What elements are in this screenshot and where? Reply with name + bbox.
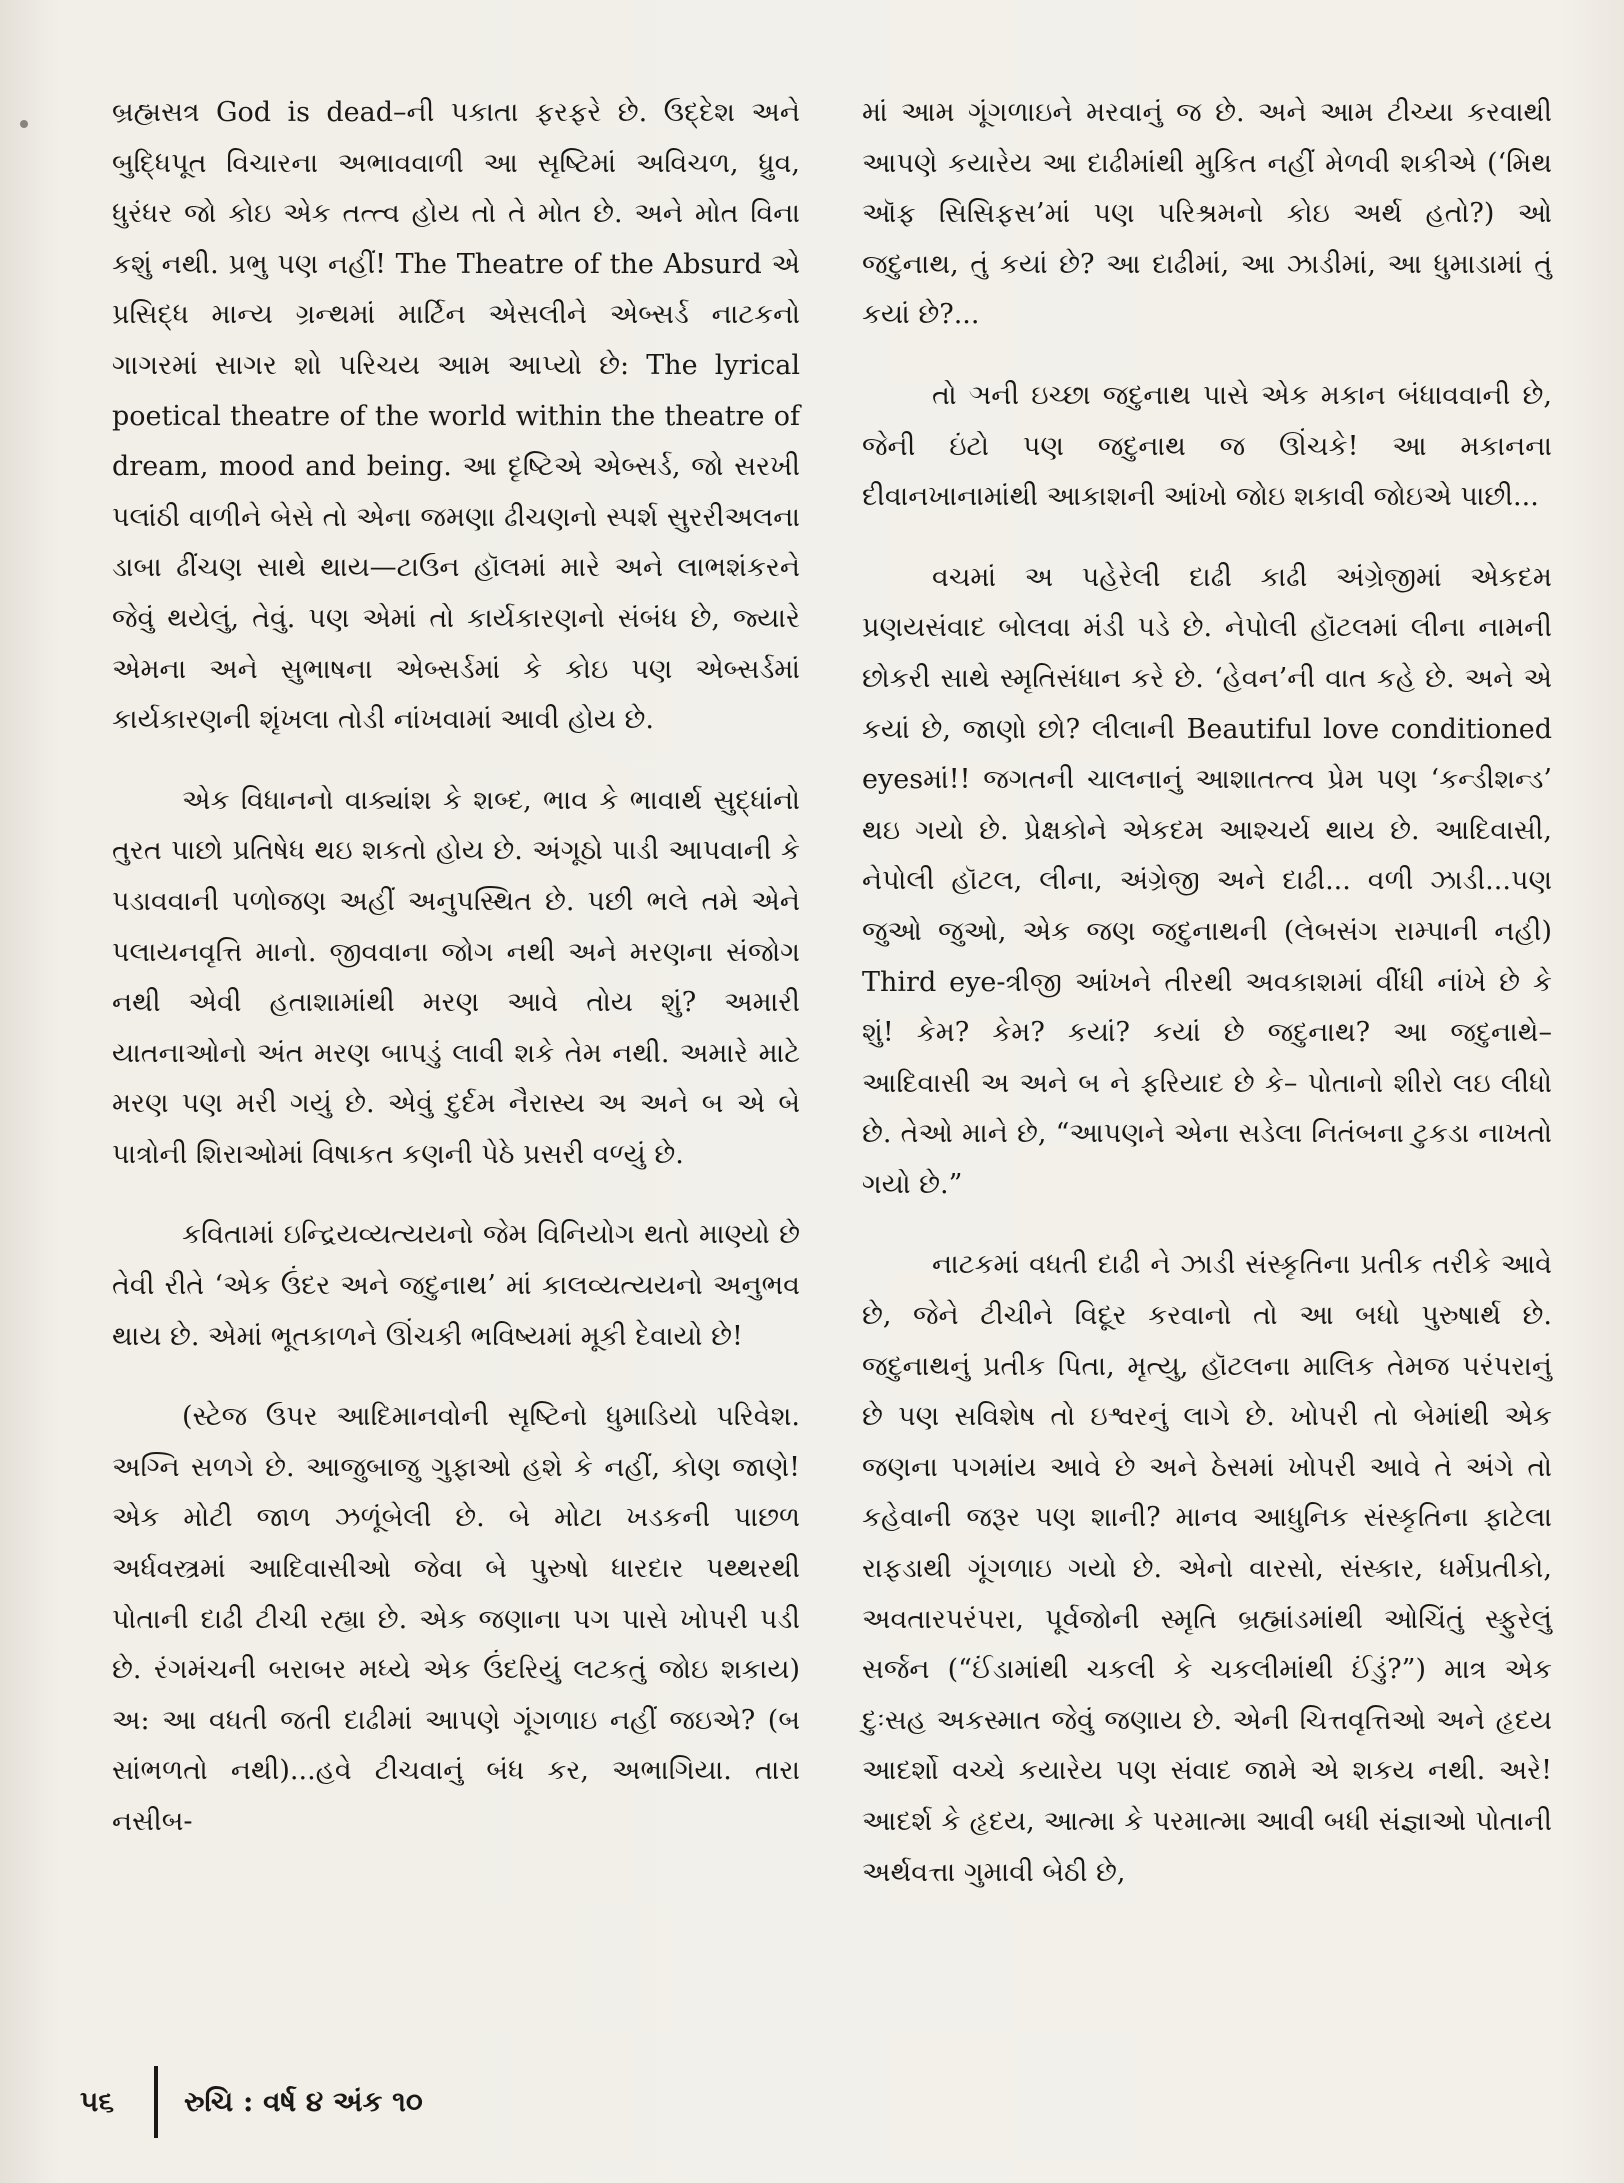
paragraph: એક વિધાનનો વાક્યાંશ કે શબ્દ, ભાવ કે ભાવાર્થ સુદ્ધાંનો તુરત પાછો પ્રતિષેધ થઇ શકતો હોય છે. અંગૂઠો પાડી આપવાની કે પડાવવાની પળોજણ અહીં અનુપસ્થિત છે. પછી ભલે તમે એને પલાયનવૃત્તિ માનો. જીવવાના જોગ નથી અને મરણના સંજોગ નથી એવી હતાશામાંથી મરણ આવે તોય શું? અમારી યાતનાઓનો અંત મરણ બાપડું લાવી શકે તેમ નથી. અમારે માટે મરણ પણ મરી ગયું છે. એવું દુર્દમ નૈરાસ્ય અ અને બ એ બે પાત્રોની શિરાઓમાં વિષાકત કણની પેઠે પ્રસરી વળ્યું છે. (112, 784, 800, 1170)
footer-divider (154, 2066, 158, 2138)
paragraph: કવિતામાં ઇન્દ્રિયવ્યત્યયનો જેમ વિનિયોગ થતો માણ્યો છે તેવી રીતે ‘એક ઉંદર અને જદુનાથ’ માં કાલવ્યત્યયનો અનુભવ થાય છે. એમાં ભૂતકાળને ઊંચકી ભવિષ્યમાં મૂકી દેવાયો છે! (112, 1219, 800, 1352)
paragraph: તો ઞની ઇચ્છા જદુનાથ પાસે એક મકાન બંધાવવાની છે, જેની ઇંટો પણ જદુનાથ જ ઊંચકે! આ મકાનના દીવાનખાનામાંથી આકાશની આંખો જોઇ શકાવી જોઇએ પાછી... (862, 379, 1552, 513)
paragraph: માં આમ ગૂંગળાઇને મરવાનું જ છે. અને આમ ટીચ્યા કરવાથી આપણે કયારેય આ દાઢીમાંથી મુકિત નહીં મેળવી શકીએ (‘મિથ ઑફ સિસિફસ’માં પણ પરિશ્રમનો કોઇ અર્થ હતો?) ઓ જદુનાથ, તું કયાં છે? આ દાઢીમાં, આ ઝાડીમાં, આ ધુમાડામાં તું કયાં છે?... (862, 97, 1552, 331)
stage-direction-paragraph: (સ્ટેજ ઉપર આદિમાનવોની સૃષ્ટિનો ધુમાડિયો પરિવેશ. અગ્નિ સળગે છે. આજુબાજુ ગુફાઓ હશે કે નહીં, કોણ જાણે! એક મોટી જાળ ઝળૂંબેલી છે. બે મોટા ખડકની પાછળ અર્ધવસ્ત્રમાં આદિવાસીઓ જેવા બે પુરુષો ધારદાર પથ્થરથી પોતાની દાઢી ટીચી રહ્યા છે. એક જણાના પગ પાસે ખોપરી પડી છે. રંગમંચની બરાબર મધ્યે એક ઉંદરિયું લટકતું જોઇ શકાય) અ: આ વધતી જતી દાઢીમાં આપણે ગૂંગળાઇ નહીં જઇએ? (બ સાંભળતો નથી)...હવે ટીચવાનું બંધ કર, અભાગિયા. તારા નસીબ- (112, 1401, 800, 1837)
left-column (112, 88, 800, 1848)
publication-info: રુચિ : વર્ષ ૪ અંક ૧૦ (184, 2085, 423, 2118)
paragraph: નાટકમાં વધતી દાઢી ને ઝાડી સંસ્કૃતિના પ્રતીક તરીકે આવે છે, જેને ટીચીને વિદૂર કરવાનો તો આ બધો પુરુષાર્થ છે. જદુનાથનું પ્રતીક પિતા, મૃત્યુ, હૉટલના માલિક તેમજ પરંપરાનું છે પણ સવિશેષ તો ઇશ્વરનું લાગે છે. ખોપરી તો બેમાંથી એક જણના પગમાંય આવે છે અને ઠેસમાં ખોપરી આવે તે અંગે તો કહેવાની જરૂર પણ શાની? માનવ આધુનિક સંસ્કૃતિના ફાટેલા રાફડાથી ગૂંગળાઇ ગયો છે. એનો વારસો, સંસ્કાર, ધર્મપ્રતીકો, અવતારપરંપરા, પૂર્વજોની સ્મૃતિ બ્રહ્માંડમાંથી ઓચિંતું સ્ફુરેલું સર્જન (“ઈંડામાંથી ચકલી કે ચકલીમાંથી ઈંડું?”) માત્ર એક દુઃસહ અકસ્માત જેવું જણાય છે. એની ચિત્તવૃત્તિઓ અને હૃદય આદર્શો વચ્ચે કયારેય પણ સંવાદ જામે એ શકય નથી. અરે! આદર્શ કે હૃદય, આત્મા કે પરમાત્મા આવી બધી સંજ્ઞાઓ પોતાની અર્થવત્તા ગુમાવી બેઠી છે, (862, 1249, 1552, 1888)
page-footer (80, 2072, 423, 2132)
right-column (862, 88, 1552, 1898)
page-number: ૫૬ (80, 2085, 115, 2118)
paragraph: બ્રહ્મસત્ર God is dead–ની પકાતા ફરફરે છે. ઉદ્દેશ અને બુદ્ધિપૂત વિચારના અભાવવાળી આ સૃષ્ટિમાં અવિચળ, ધ્રુવ, ધુરંધર જો કોઇ એક તત્ત્વ હોય તો તે મોત છે. અને મોત વિના કશું નથી. પ્રભુ પણ નહીં! The Theatre of the Absurd એ પ્રસિદ્ધ માન્ય ગ્રન્થમાં માર્ટિન એસલીને એબ્સર્ડ નાટકનો ગાગરમાં સાગર શો પરિચય આમ આપ્યો છે: The lyrical poetical theatre of the world within the theatre of dream, mood and being. આ દૃષ્ટિએ એબ્સર્ડ, જો સરખી પલાંઠી વાળીને બેસે તો એના જમણા ઢીચણનો સ્પર્શ સુરરીઅલના ડાબા ઢીંચણ સાથે થાય—ટાઉન હૉલમાં મારે અને લાભશંકરને જેવું થયેલું, તેવું. પણ એમાં તો કાર્યકારણનો સંબંધ છે, જ્યારે એમના અને સુભાષના એબ્સર્ડમાં કે કોઇ પણ એબ્સર્ડમાં કાર્યકારણની શૃંખલા તોડી નાંખવામાં આવી હોય છે. (112, 97, 800, 736)
paragraph: વચમાં અ પહેરેલી દાઢી કાઢી અંગ્રેજીમાં એકદમ પ્રણયસંવાદ બોલવા મંડી પડે છે. નેપોલી હૉટલમાં લીના નામની છોકરી સાથે સ્મૃતિસંધાન કરે છે. ‘હેવન’ની વાત કહે છે. અને એ કયાં છે, જાણો છો? લીલાની Beautiful love conditioned eyesમાં!! જગતની ચાલનાનું આશાતત્ત્વ પ્રેમ પણ ‘કન્ડીશન્ડ’ થઇ ગયો છે. પ્રેક્ષકોને એકદમ આશ્ચર્ય થાય છે. આદિવાસી, નેપોલી હૉટલ, લીના, અંગ્રેજી અને દાઢી... વળી ઝાડી...પણ જુઓ જુઓ, એક જણ જદુનાથની (લેબસંગ રામ્પાની નહી) Third eye-ત્રીજી આંખને તીરથી અવકાશમાં વીંધી નાંખે છે કે શું! કેમ? કેમ? કયાં? કયાં છે જદુનાથ? આ જદુનાથે– આદિવાસી અ અને બ ને ફરિયાદ છે કે– પોતાનો શીરો લઇ લીધો છે. તેઓ માને છે, “આપણને એના સડેલા નિતંબના ટુકડા નાખતો ગયો છે.” (862, 561, 1552, 1200)
binding-mark (20, 120, 28, 128)
